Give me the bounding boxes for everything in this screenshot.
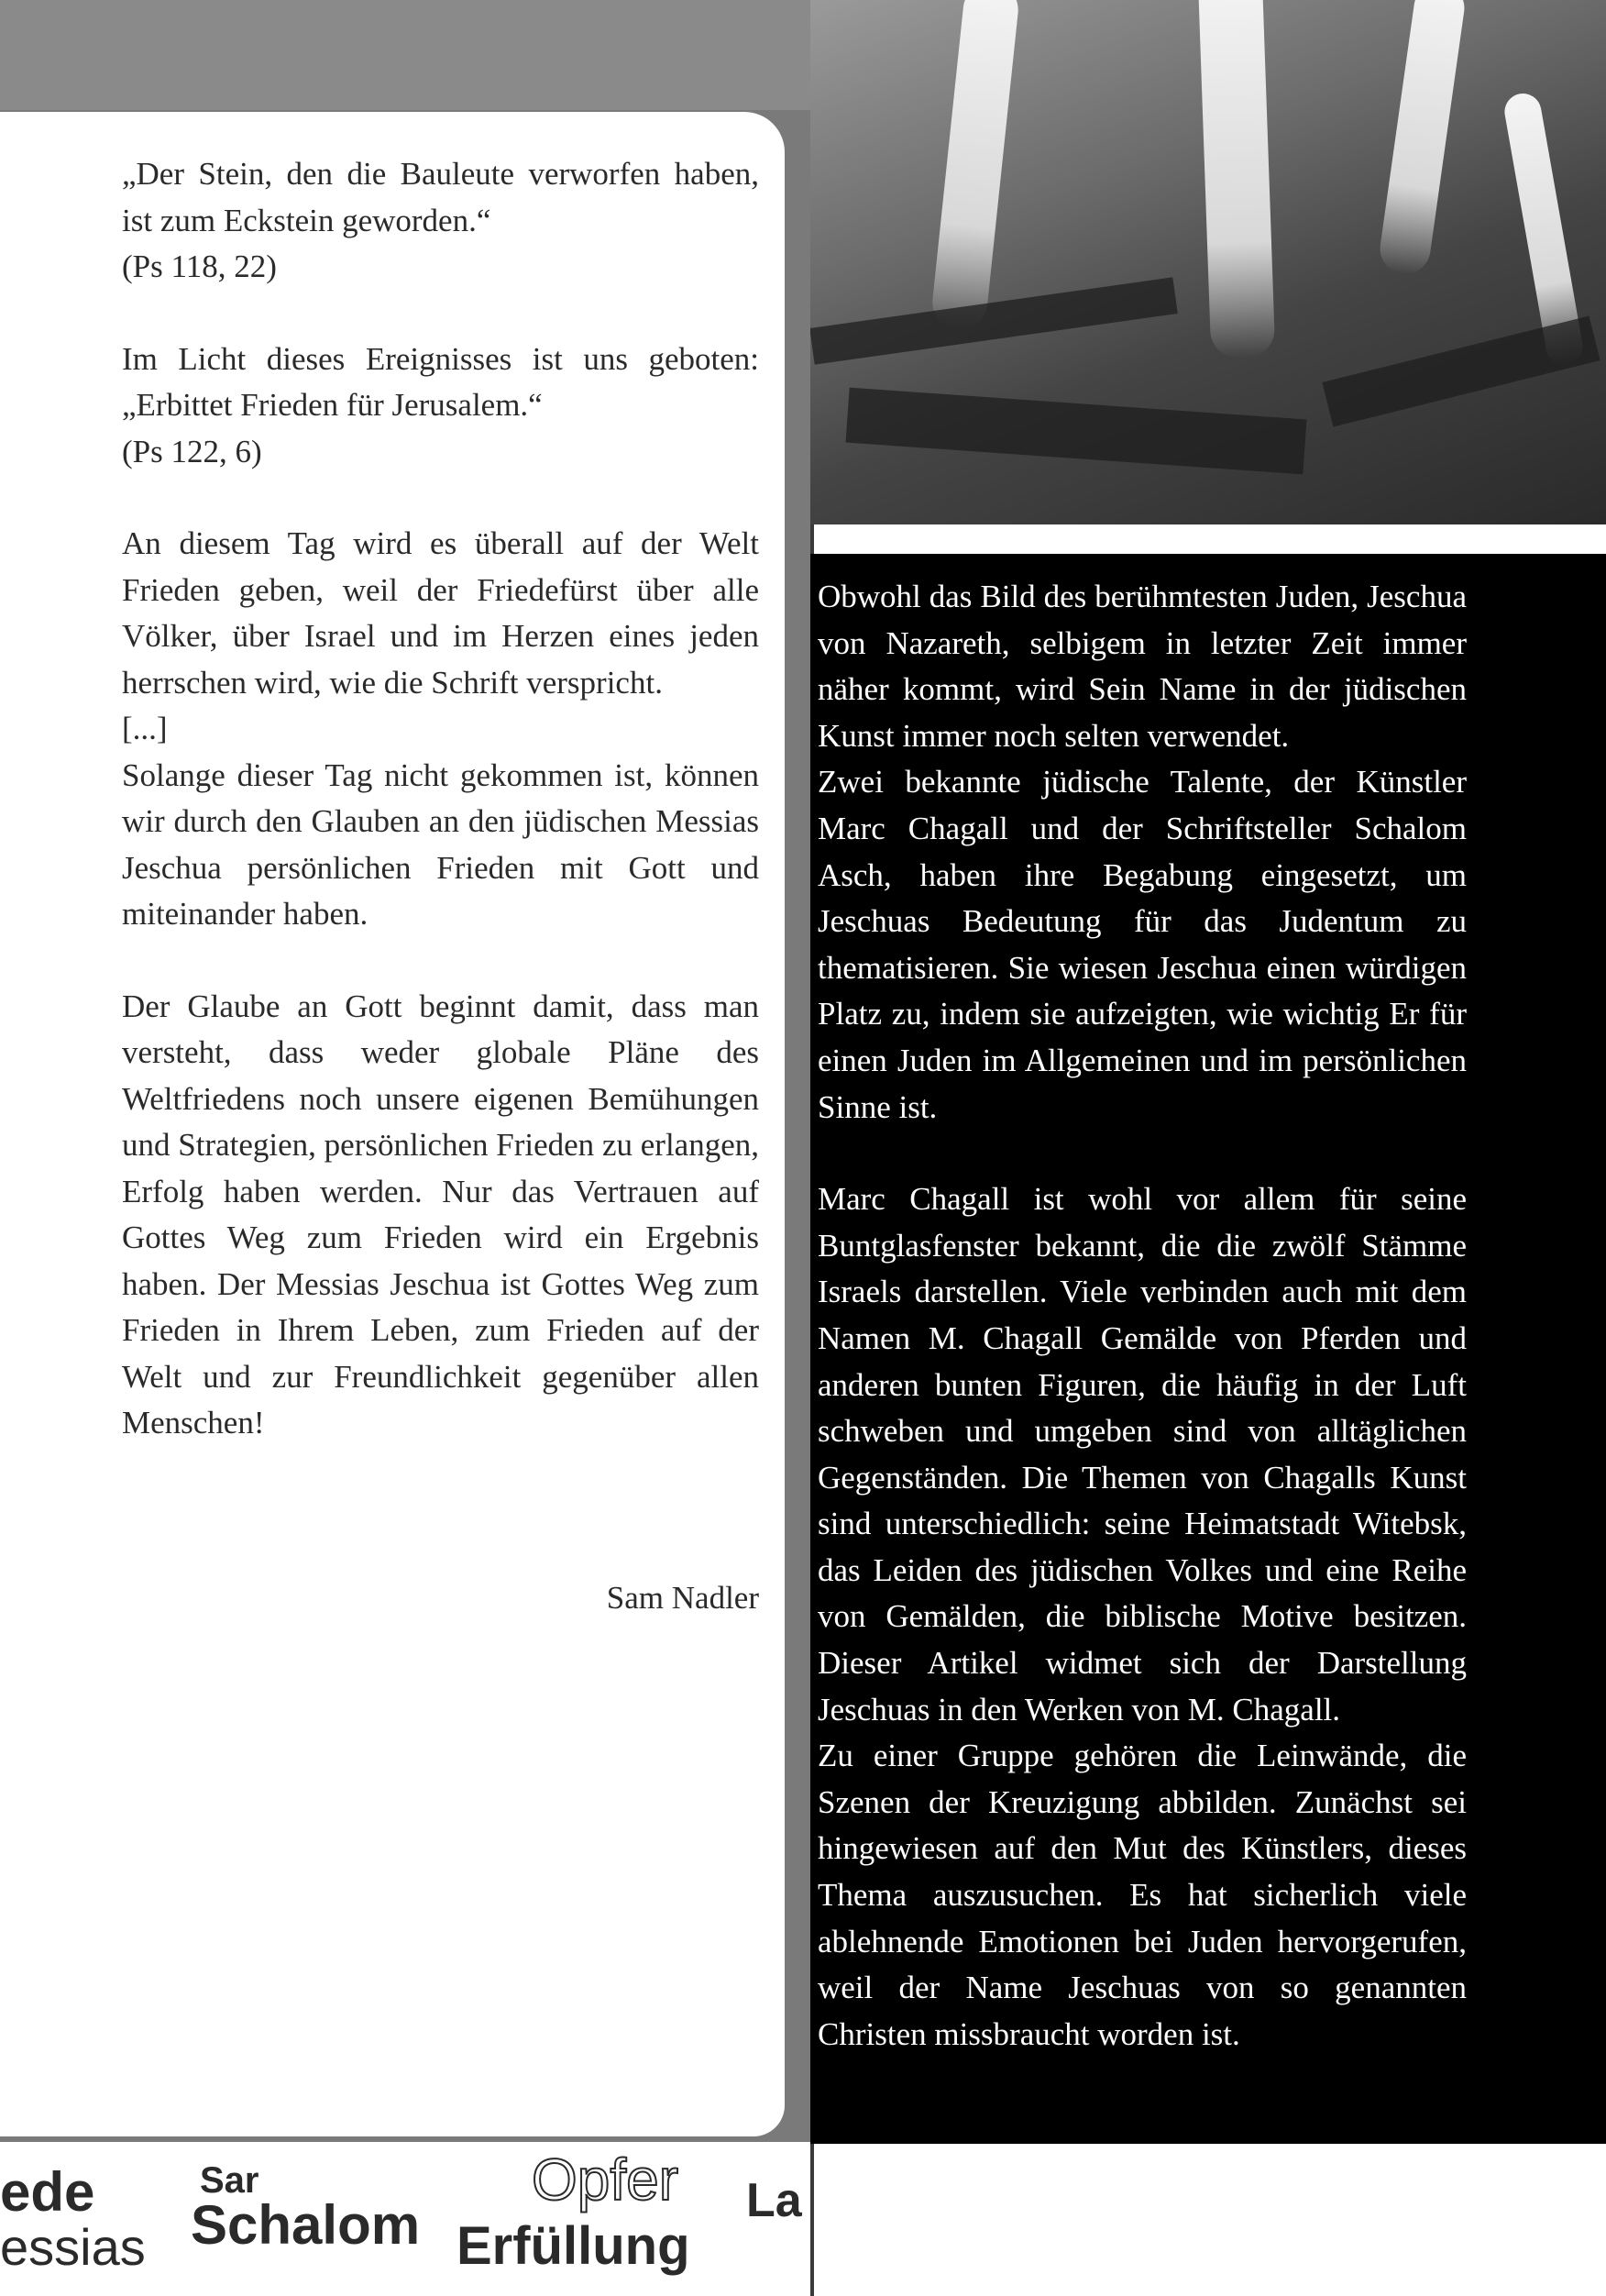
- quote-reference: (Ps 118, 22): [122, 248, 277, 284]
- chagall-artwork-photo: [810, 0, 1606, 524]
- paragraph: Der Glaube an Gott beginnt damit, dass man versteht, dass weder globale Pläne des Weltfriedens noch unsere eigenen Bemühungen und Strategien, persönlichen Frieden zu erlangen, Erfolg haben werden. Nur das Vertrauen auf Gottes Weg zum Frieden wird ein Ergebnis haben. Der Messias Jeschua ist Gottes Weg zum Frieden in Ihrem Leben, zum Frieden auf der Welt und zur Freundlichkeit gegenüber allen Menschen!: [122, 988, 759, 1441]
- footer-word: Erfüllung: [456, 2216, 690, 2276]
- ellipsis: [...]: [122, 711, 168, 746]
- light-beam: [1377, 0, 1468, 277]
- dark-shard: [810, 277, 1178, 364]
- left-column-text: [122, 151, 759, 1447]
- paragraph-gap: [122, 938, 759, 984]
- paragraph: Obwohl das Bild des berühmtesten Juden, Jeschua von Nazareth, selbigem in letzter Zeit immer näher kommt, wird Sein Name in der jüdischen Kunst immer noch selten verwendet.: [818, 579, 1467, 754]
- quote-psalm-118: „Der Stein, den die Bauleute verworfen haben, ist zum Eckstein geworden.“: [122, 156, 759, 238]
- paragraph: Im Licht dieses Ereignisses ist uns geboten: „Erbittet Frieden für Jerusalem.“: [122, 340, 759, 423]
- quote-reference: (Ps 122, 6): [122, 433, 262, 469]
- dark-shard: [1322, 315, 1600, 426]
- paragraph-gap: [122, 291, 759, 337]
- paragraph: Solange dieser Tag nicht gekommen ist, können wir durch den Glauben an den jüdischen Messias Jeschua persönlichen Frieden mit Gott und miteinander haben.: [122, 756, 759, 932]
- dark-shard: [846, 388, 1307, 475]
- light-beam: [930, 0, 1020, 332]
- paragraph: An diesem Tag wird es überall auf der Welt Frieden geben, weil der Friedefürst über alle Völker, über Israel und im Herzen eines jeden herrschen wird, wie die Schrift verspricht.: [122, 525, 759, 701]
- author-signature: Sam Nadler: [606, 1580, 759, 1616]
- left-top-bar: [0, 0, 810, 110]
- footer-word: Sar: [200, 2160, 259, 2201]
- paragraph: Zu einer Gruppe gehören die Leinwände, die Szenen der Kreuzigung abbilden. Zunächst sei hingewiesen auf den Mut des Künstlers, dieses Thema auszusuchen. Es hat sicherlich viele ablehnende Emotionen bei Juden hervorgerufen, weil der Name Jeschuas von so genannten Christen missbraucht worden ist.: [818, 1738, 1467, 2052]
- footer-word: essias: [0, 2218, 146, 2276]
- right-column-text: [818, 574, 1467, 2058]
- footer-word: Schalom: [191, 2194, 421, 2256]
- paragraph: Marc Chagall ist wohl vor allem für seine Buntglasfenster bekannt, die die zwölf Stämme Israels darstellen. Viele verbinden auch mit dem Namen M. Chagall Gemälde von Pferden und anderen bunten Figuren, die häufig in der Luft schweben und umgeben sind von alltäglichen Gegenständen. Die Themen von Chagalls Kunst sind unterschiedlich: seine Heimatstadt Witebsk, das Leiden des jüdischen Volkes und eine Reihe von Gemälden, die biblische Motive besitzen. Dieser Artikel widmet sich der Darstellung Jeschuas in den Werken von M. Chagall.: [818, 1181, 1467, 1728]
- light-beam: [1198, 0, 1276, 359]
- paragraph-gap: [818, 1131, 1467, 1176]
- paragraph: Zwei bekannte jüdische Talente, der Künstler Marc Chagall und der Schriftsteller Schalom Asch, haben ihre Begabung eingesetzt, um Jeschuas Bedeutung für das Judentum zu thematisieren. Sie wiesen Jeschua einen würdigen Platz zu, indem sie aufzeigten, wie wichtig Er für einen Juden im Allgemeinen und im persönlichen Sinne ist.: [818, 764, 1467, 1125]
- footer-word: La: [746, 2174, 802, 2227]
- footer-word: Opfer: [532, 2147, 679, 2213]
- footer-word: ede: [0, 2161, 95, 2223]
- paragraph-gap: [122, 475, 759, 521]
